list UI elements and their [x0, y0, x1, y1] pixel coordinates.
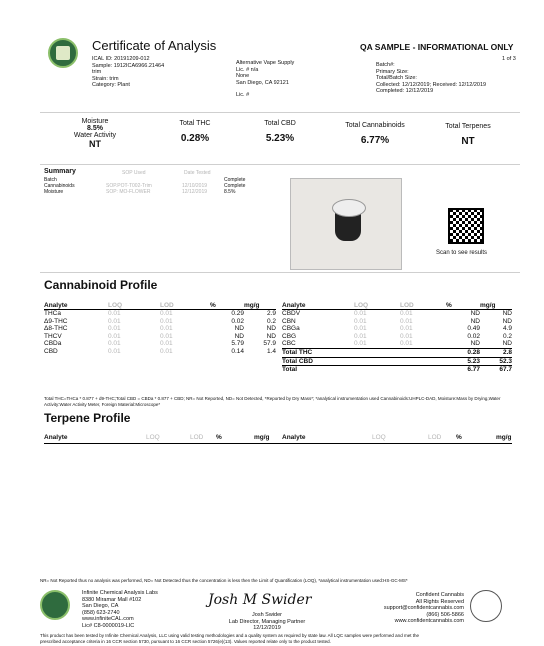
summary-date: 12/12/2019	[182, 189, 208, 195]
thc-label: Total THC	[179, 120, 211, 127]
analyte-cell: CBDa	[44, 340, 62, 348]
lod-cell: 0.01	[160, 347, 173, 355]
table-row	[282, 325, 512, 333]
moisture-label: Moisture	[81, 118, 109, 125]
col-percent: %	[446, 302, 480, 310]
total-mgg: 2.8	[480, 348, 512, 357]
terp-col-percent: %	[216, 434, 222, 441]
client-name: Alternative Vape Supply	[236, 60, 295, 66]
mgg-cell: 0.2	[502, 332, 512, 340]
mgg-cell: 1.4	[266, 347, 276, 355]
product-photo	[290, 178, 402, 270]
lab-phone: (858) 623-2740	[82, 609, 120, 616]
cc-info	[374, 592, 464, 625]
col-lod: LOD	[400, 302, 446, 310]
table-row	[44, 340, 276, 348]
table-header	[282, 302, 512, 310]
page-title: Certificate of Analysis	[92, 38, 217, 53]
terp-col-loq: LOQ	[146, 434, 160, 441]
cannabinoid-footnote: Total THC=THCa * 0.877 + d9-THC;Total CBD = CBDa * 0.877 + CBD; NR= Not Reported, ND= Not Detected, *Reported by Dry Mass*; *analytical instrumentation used Cannabinoids:UHPLC-DAD, Moisture:Mass by Drying,Water Activity:Water Activity Meter, Foreign Material:Microscope*	[44, 396, 501, 407]
divider	[40, 112, 520, 113]
loq-cell: 0.01	[354, 310, 367, 317]
cc-phone: (866) 506-5866	[426, 611, 464, 618]
analyte-cell: CBD	[44, 347, 58, 355]
terpenes-metric	[432, 123, 504, 147]
thc-metric	[160, 120, 230, 144]
terp-col-mgg: mg/g	[496, 434, 512, 441]
lab-logo	[40, 590, 70, 620]
lod-cell: 0.01	[400, 340, 413, 348]
signature: Josh M Swider	[208, 592, 312, 608]
spacer-cell	[400, 366, 446, 374]
strain: Strain: trim	[92, 75, 119, 82]
total-label: Total CBD	[282, 357, 354, 366]
terp-col-mgg: mg/g	[254, 434, 270, 441]
percent-cell: ND	[470, 317, 480, 325]
lod-cell: 0.01	[160, 340, 173, 348]
ical-id: ICAL ID: 20191209-012	[92, 56, 150, 62]
lab-logo	[48, 38, 78, 68]
table-row	[282, 318, 512, 326]
analyte-cell: CBC	[282, 340, 296, 348]
total-row	[282, 366, 512, 374]
percent-cell: 5.79	[231, 340, 244, 348]
total-mgg: 52.3	[480, 357, 512, 366]
table-row	[282, 333, 512, 341]
total-percent: 0.28	[446, 348, 480, 357]
summary-sop: SOP: MO-FLOWER	[106, 189, 151, 195]
loq-cell: 0.01	[108, 317, 121, 325]
water-activity-label: Water Activity	[73, 132, 117, 139]
total-percent: 5.23	[446, 357, 480, 366]
summary-name: Batch	[44, 177, 57, 183]
percent-cell: 0.29	[231, 310, 244, 317]
lab-addr2: San Diego, CA	[82, 603, 119, 609]
table-row	[44, 325, 276, 333]
terp-col-analyte: Analyte	[44, 434, 68, 441]
category: Category: Plant	[92, 82, 130, 88]
terp-col-lod: LOD	[428, 434, 442, 441]
scan-label: Scan to see results	[436, 250, 488, 256]
table-row	[44, 333, 276, 341]
percent-cell: 0.49	[467, 325, 480, 333]
date-header: Date Tested	[184, 170, 211, 176]
signer-name: Josh Swider	[252, 612, 282, 618]
divider	[40, 164, 520, 165]
table-row	[44, 310, 276, 318]
mgg-cell: ND	[502, 310, 512, 317]
table-row	[44, 348, 276, 356]
loq-cell: 0.01	[354, 332, 367, 340]
collected: Collected: 12/12/2019; Received: 12/12/2019	[376, 81, 487, 88]
loq-cell: 0.01	[108, 347, 121, 355]
col-mgg: mg/g	[480, 302, 512, 310]
loq-cell: 0.01	[354, 317, 367, 325]
lod-cell: 0.01	[160, 325, 173, 333]
loq-cell: 0.01	[108, 310, 121, 317]
col-lod: LOD	[160, 302, 210, 310]
loq-cell: 0.01	[108, 332, 121, 340]
percent-cell: ND	[470, 340, 480, 348]
sample-form: trim	[92, 69, 102, 75]
analyte-cell: Δ9-THC	[44, 317, 68, 325]
mgg-cell: 0.2	[266, 317, 276, 325]
qr-code[interactable]	[448, 208, 484, 244]
sample-info	[92, 56, 164, 89]
total-label: Total	[282, 366, 354, 374]
analyte-cell: CBGa	[282, 325, 300, 333]
lod-cell: 0.01	[160, 310, 173, 317]
analyte-cell: THCa	[44, 310, 61, 317]
summary-status: Complete	[224, 183, 246, 189]
moisture-metric	[60, 118, 130, 149]
percent-cell: 0.02	[231, 317, 244, 325]
table-row	[44, 318, 276, 326]
analyte-cell: CBN	[282, 317, 296, 325]
cannabinoid-table-right	[282, 302, 512, 374]
primary-size: Primary Size:	[376, 68, 409, 75]
confident-cannabis-seal	[470, 590, 502, 622]
col-loq: LOQ	[354, 302, 400, 310]
signer-title: Lab Director, Managing Partner	[228, 618, 306, 625]
disclaimer-line1: This product has been tested by Infinite Chemical Analysis, LLC using valid testing methodologies and a quality system as required by state law. All LQC samples were performed and met the	[40, 633, 419, 638]
cannabinoid-title: Cannabinoid Profile	[44, 278, 158, 292]
total-row	[282, 348, 512, 357]
analyte-cell: Δ8-THC	[44, 325, 68, 333]
cbd-label: Total CBD	[264, 120, 296, 127]
terp-col-lod: LOD	[190, 434, 204, 441]
terpenes-label: Total Terpenes	[445, 123, 491, 130]
col-percent: %	[210, 302, 244, 310]
cc-email: support@confidentcannabis.com	[383, 605, 464, 611]
table-row	[282, 340, 512, 348]
lab-lic: Lic# C8-0000019-LIC	[82, 622, 135, 629]
cannabinoids-value: 6.77%	[360, 135, 390, 146]
lab-addr1: 8380 Miramar Mall #102	[82, 596, 142, 603]
total-mgg: 67.7	[480, 366, 512, 374]
lod-cell: 0.01	[400, 310, 413, 317]
col-analyte: Analyte	[44, 302, 108, 310]
client-addr2: San Diego, CA 92121	[236, 79, 289, 86]
lod-cell: 0.01	[160, 317, 173, 325]
lod-cell: 0.01	[400, 317, 413, 325]
cc-web: www.confidentcannabis.com	[394, 618, 464, 624]
mgg-cell: ND	[266, 325, 276, 333]
client-addr1: None	[236, 73, 250, 79]
loq-cell: 0.01	[108, 325, 121, 333]
mgg-cell: 2.9	[266, 310, 276, 317]
moisture-value: 8.5%	[87, 125, 103, 132]
cannabinoid-table-left	[44, 302, 276, 356]
lab-web: www.infiniteCAL.com	[82, 616, 134, 622]
summary-name: Cannabinoids	[44, 183, 75, 189]
signer-info	[212, 612, 322, 632]
summary-sop: SOP.POT-T002-Trim	[106, 183, 152, 189]
total-batch-size: Total/Batch Size:	[376, 75, 417, 81]
percent-cell: 0.14	[231, 347, 244, 355]
summary-status: 8.5%	[224, 189, 236, 195]
divider	[40, 272, 520, 273]
mgg-cell: 4.9	[502, 325, 512, 333]
loq-cell: 0.01	[354, 325, 367, 333]
cannabinoids-label: Total Cannabinoids	[345, 122, 405, 129]
cannabinoids-metric	[335, 122, 415, 146]
total-row	[282, 357, 512, 366]
lod-cell: 0.01	[160, 332, 173, 340]
lab-name: Infinite Chemical Analysis Labs	[82, 590, 158, 596]
col-mgg: mg/g	[244, 302, 276, 310]
sign-date: 12/12/2019	[253, 625, 281, 631]
mgg-cell: 57.9	[263, 340, 276, 348]
table-row	[282, 310, 512, 318]
lod-cell: 0.01	[400, 325, 413, 333]
page-number: 1 of 3	[502, 56, 516, 62]
terp-col-analyte: Analyte	[282, 434, 306, 441]
summary-date: 12/10/2019	[182, 183, 208, 189]
summary-status: Complete	[224, 177, 246, 183]
spacer-cell	[354, 357, 400, 366]
percent-cell: ND	[234, 325, 244, 333]
loq-cell: 0.01	[108, 340, 121, 348]
terpene-header	[44, 434, 512, 444]
cc-name: Confident Cannabis	[415, 592, 464, 598]
total-label: Total THC	[282, 348, 354, 357]
summary-row	[44, 189, 274, 195]
spacer-cell	[400, 348, 446, 357]
analyte-cell: THCV	[44, 332, 62, 340]
mgg-cell: ND	[266, 332, 276, 340]
percent-cell: ND	[234, 332, 244, 340]
summary-name: Moisture	[44, 189, 64, 195]
terpenes-value: NT	[461, 136, 475, 147]
summary-rows	[44, 177, 274, 195]
thc-value: 0.28%	[180, 133, 210, 144]
disclaimer-line2: prescribed acceptance criteria in 16 CCR section 5730, pursuant to 16 CCR section 5726(e)(13). Values reported relate only to the product tested.	[40, 638, 331, 644]
cbd-value: 5.23%	[265, 133, 295, 144]
sample-id: Sample: 1912ICA6966.21464	[92, 62, 165, 69]
cc-rights: All Rights Reserved	[415, 598, 464, 605]
client-lic: Lic. # n/a	[236, 66, 259, 73]
sop-header: SOP Used	[122, 170, 146, 176]
percent-cell: 0.02	[467, 332, 480, 340]
table-header	[44, 302, 276, 310]
lab-info	[82, 590, 158, 629]
spacer-cell	[400, 357, 446, 366]
qa-title: QA SAMPLE - INFORMATIONAL ONLY	[360, 42, 514, 52]
lod-cell: 0.01	[400, 332, 413, 340]
terpene-title: Terpene Profile	[44, 411, 131, 425]
client-lic2: Lic. #	[236, 92, 250, 98]
spacer-cell	[354, 348, 400, 357]
mgg-cell: ND	[502, 317, 512, 325]
loq-cell: 0.01	[354, 340, 367, 348]
col-analyte: Analyte	[282, 302, 354, 310]
mgg-cell: ND	[502, 340, 512, 348]
client-info	[236, 60, 294, 99]
completed: Completed: 12/12/2019	[376, 88, 434, 94]
water-activity-value: NT	[89, 139, 101, 149]
cbd-metric	[245, 120, 315, 144]
terp-col-loq: LOQ	[372, 434, 386, 441]
spacer-cell	[354, 366, 400, 374]
terp-col-percent: %	[456, 434, 462, 441]
batch: Batch#:	[376, 62, 395, 68]
summary-title: Summary	[44, 168, 76, 175]
batch-info	[376, 62, 486, 95]
col-loq: LOQ	[108, 302, 160, 310]
percent-cell: ND	[470, 310, 480, 317]
disclaimer	[40, 633, 510, 644]
analyte-cell: CBDV	[282, 310, 301, 317]
analyte-cell: CBG	[282, 332, 297, 340]
total-percent: 6.77	[446, 366, 480, 374]
footer-note: NR= Not Reported thus no analysis was performed, ND= Not Detected thus the concentration is less then the Limit of Quantification (LOQ), *analytical instrumentation used:HS-GC-MS*	[40, 578, 408, 583]
